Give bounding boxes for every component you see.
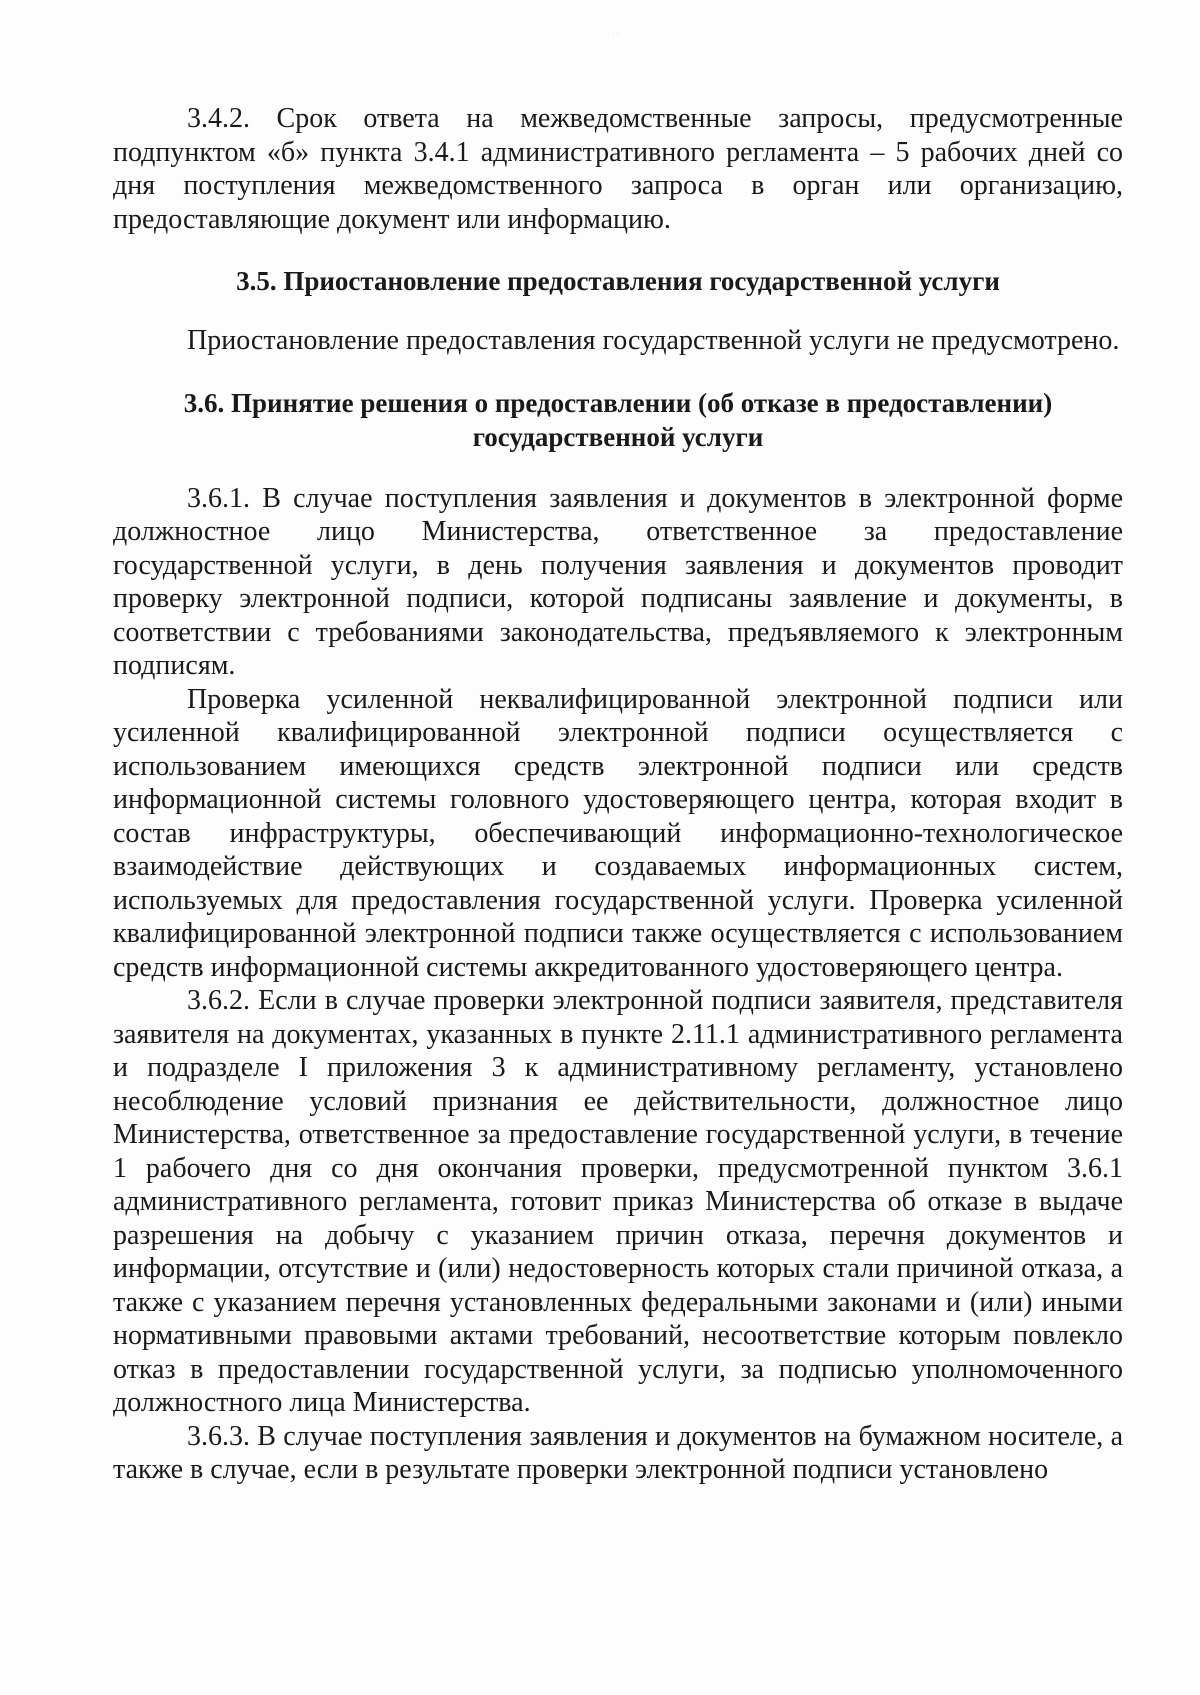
paragraph-3-6-1: 3.6.1. В случае поступления заявления и документов в электронной форме должностное лицо Министерства, ответственное за предоставление государственной услуги, в день получения заявления и документов проводит проверку электронной подписи, которой подписаны заявление и документы, в соответствии с требованиями законодательства, предъявляемого к электронным подписям. xyxy=(113,482,1123,681)
paragraph-3-6-3: 3.6.3. В случае поступления заявления и документов на бумажном носителе, а также в случае, если в результате проверки электронной подписи установлено xyxy=(113,1420,1123,1485)
section-heading-3-6: 3.6. Принятие решения о предоставлении (об отказе в предоставлении) государственной услуги xyxy=(183,387,1053,452)
paragraph-3-6-2: 3.6.2. Если в случае проверки электронной подписи заявителя, представителя заявителя на документах, указанных в пункте 2.11.1 административного регламента и подразделе I приложения 3 к административному регламенту, установлено несоблюдение условий признания ее действительности, должностное лицо Министерства, ответственное за предоставление государственной услуги, в течение 1 рабочего дня со дня окончания проверки, предусмотренной пунктом 3.6.1 административного регламента, готовит приказ Министерства об отказе в выдаче разрешения на добычу с указанием причин отказа, перечня документов и информации, отсутствие и (или) недостоверность которых стали причиной отказа, а также с указанием перечня установленных федеральными законами и (или) иными нормативными правовыми актами требований, несоответствие которым повлекло отказ в предоставлении государственной услуги, за подписью уполномоченного должностного лица Министерства. xyxy=(113,985,1123,1418)
paragraph-3-6-1-verification: Проверка усиленной неквалифицированной электронной подписи или усиленной квалифицированной электронной подписи осуществляется с использованием имеющихся средств электронной подписи или средств информационной системы головного удостоверяющего центра, которая входит в состав инфраструктуры, обеспечивающий информационно-технологическое взаимодействие действующих и создаваемых информационных систем, используемых для предоставления государственной услуги. Проверка усиленной квалифицированной электронной подписи также осуществляется с использованием средств информационной системы аккредитованного удостоверяющего центра. xyxy=(113,683,1123,983)
section-heading-3-5: 3.5. Приостановление предоставления государственной услуги xyxy=(236,266,1000,296)
paragraph-3-4-2: 3.4.2. Срок ответа на межведомственные запросы, предусмотренные подпунктом «б» пункта 3.4.1 административного регламента – 5 рабочих дней со дня поступления межведомственного запроса в орган или организацию, предоставляющие документ или информацию. xyxy=(113,103,1123,235)
document-body xyxy=(113,102,1123,1487)
scan-artifact: · · xyxy=(612,30,620,39)
paragraph-3-5: Приостановление предоставления государственной услуги не предусмотрено. xyxy=(187,325,1120,356)
